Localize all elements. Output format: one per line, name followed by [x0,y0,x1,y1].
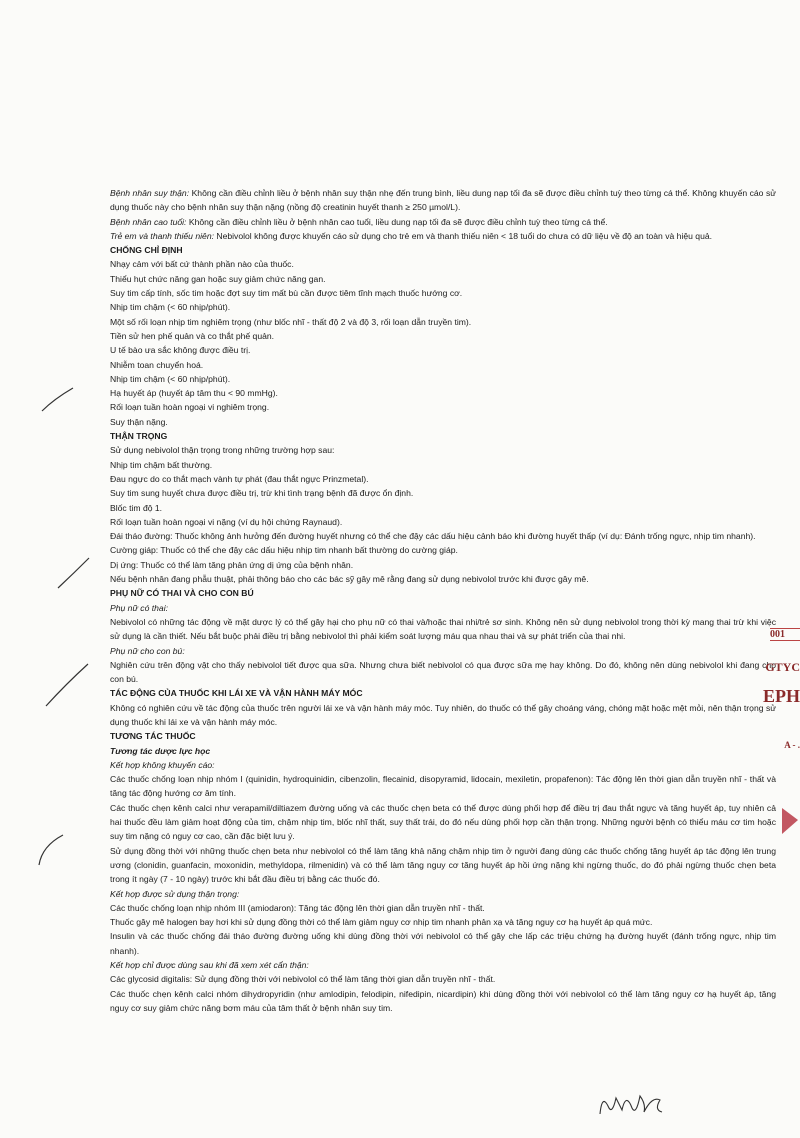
pregnancy-heading: PHỤ NỮ CÓ THAI VÀ CHO CON BÚ [110,588,254,599]
contra-item: Tiền sử hen phế quản và co thắt phế quản. [110,330,275,341]
stamp-fragment: A - . [784,740,800,750]
contra-item: Nhạy cảm với bất cứ thành phần nào của thuốc. [110,259,294,270]
caution-item: Dị ứng: Thuốc có thể làm tăng phản ứng dị ứng của bệnh nhân. [110,559,354,570]
caution-item: Cường giáp: Thuốc có thể che đậy các dấu hiệu nhịp tim nhanh bất thường do cường giáp. [110,545,458,556]
driving-paragraph: Không có nghiên cứu về tác động của thuốc trên người lái xe và vận hành máy móc. Tuy nhiên, do thuốc có thể gây choáng váng, chóng mặt hoặc mệt mỏi, nên thận trọng sử dụng thuốc khi lái xe và vận hành máy móc. [110,702,776,727]
caution-item: Blốc tim độ 1. [110,502,163,513]
contra-item: Thiểu hụt chức năng gan hoặc suy giảm chức năng gan. [110,273,326,284]
elderly-paragraph [110,215,776,229]
contra-item: Suy tim cấp tính, sốc tim hoặc đợt suy tim mất bù cần được tiêm tĩnh mạch thuốc hướng cơ. [110,288,463,299]
pregnancy-paragraph: Nebivolol có những tác động về mặt dược lý có thể gây hại cho phụ nữ có thai và/hoặc thai nhi/trẻ sơ sinh. Không nên sử dụng nebivolol trong thời kỳ mang thai trừ khi việc sử dụng là cần thiết. Nếu bắt buộc phải điều trị bằng nebivolol thì phải kiểm soát lượng máu qua nhau thai và sự phát triển của thai nhi. [110,616,776,642]
interaction-item: Sử dụng đồng thời với những thuốc chẹn beta như nebivolol có thể làm tăng khả năng chậm nhịp tim ở người đang dùng các thuốc chống tăng huyết áp tác động lên trung ương (clonidin, guanfacin, moxonidin, methyldopa, rilmenidin) và có thể làm tăng nguy cơ tăng huyết áp hồi ứng nặng khi ngừng thuốc, do đó phải ngừng thuốc chẹn beta trong ít ngày (7 - 10 ngày) trước khi bắt đầu điều trị bằng các thuốc đó. [110,845,776,885]
caution-item: Đái tháo đường: Thuốc không ảnh hưởng đến đường huyết nhưng có thể che đậy các dấu hiệu cảnh báo khi đường huyết thấp (ví dụ: Đánh trống ngực, nhịp tim nhanh). [110,531,756,542]
not-recommended-heading: Kết hợp không khuyến cáo: [110,759,215,770]
interaction-item: Các thuốc chống loạn nhịp nhóm III (amiodaron): Tăng tác động lên thời gian dẫn truyền nhĩ - thất. [110,902,485,913]
pen-tick-mark [44,660,90,710]
caution-item: Nếu bệnh nhân đang phẫu thuật, phải thông báo cho các bác sỹ gây mê rằng đang sử dụng nebivolol trước khi được gây mê. [110,574,589,585]
interaction-item: Insulin và các thuốc chống đái tháo đường đường uống khi dùng đồng thời với nebivolol có thể gây che lấp các triệu chứng hạ đường huyết (đánh trống ngực, nhịp tim nhanh). [110,931,776,956]
contra-item: Nhiễm toan chuyển hoá. [110,359,204,370]
signature-mark [596,1086,668,1120]
contra-item: Hạ huyết áp (huyết áp tâm thu < 90 mmHg). [110,388,278,399]
children-text: Nebivolol không được khuyến cáo sử dụng cho trẻ em và thanh thiếu niên < 18 tuổi do chưa có dữ liệu về độ an toàn và hiệu quả. [213,230,713,241]
elderly-label: Bệnh nhân cao tuổi: [110,216,187,227]
lactation-paragraph: Nghiên cứu trên động vật cho thấy nebivolol tiết được qua sữa. Nhưng chưa biết nebivolol có qua được sữa mẹ hay không. Do đó, không nên dùng nebivolol khi đang cho con bú. [110,659,776,685]
caution-item: Đau ngực do co thắt mạch vành tự phát (đau thắt ngực Prinzmetal). [110,473,369,484]
contra-item: U tế bào ưa sắc không được điều trị. [110,345,251,356]
careful-consideration-heading: Kết hợp chỉ được dùng sau khi đã xem xét cẩn thận: [110,960,309,971]
caution-heading: THẬN TRỌNG [110,431,168,442]
caution-item: Rối loạn tuần hoàn ngoại vi nặng (ví dụ hội chứng Raynaud). [110,516,343,527]
children-label: Trẻ em và thanh thiếu niên: [110,230,214,241]
interaction-item: Thuốc gây mê halogen bay hơi khi sử dụng đồng thời có thể làm giảm nguy cơ nhịp tim nhanh phản xạ và tăng nguy cơ hạ huyết áp quá mức. [110,917,653,928]
interaction-item: Các thuốc chẹn kênh calci như verapamil/diltiazem đường uống và các thuốc chẹn beta có thể được dùng phối hợp để điều trị đau thắt ngực và tăng huyết áp, tuy nhiên cả hai thuốc đều làm giảm hoạt động của tim, chậm nhịp tim, blốc nhĩ thất, suy thất trái, do đó nếu dùng phối hợp cần thận trọng. Những người bệnh có thiểu máu cơ tim hoặc suy tim nặng có nguy cơ cao, cần đặc biệt lưu ý. [110,802,776,842]
children-paragraph [110,229,776,243]
contra-item: Nhịp tim chậm (< 60 nhịp/phút). [110,302,231,313]
renal-paragraph [110,186,776,215]
stamp-fragment: 001 [770,628,800,641]
stamp-fragment: EPH [762,686,800,706]
use-with-caution-heading: Kết hợp được sử dụng thận trọng: [110,888,240,899]
caution-item: Sử dụng nebivolol thận trọng trong những trường hợp sau: [110,445,335,456]
renal-text: Không cần điều chỉnh liều ở bệnh nhân suy thận nhẹ đến trung bình, liều dung nạp tối đa sẽ được điều chỉnh tuỳ theo từng cá thể. Không khuyến cáo sử dụng thuốc này cho bệnh nhân suy thận nặng (nồng độ creatinin huyết thanh ≥ 250 µmol/L). [110,188,776,213]
caution-item: Nhịp tim chậm bất thường. [110,459,213,470]
contra-item: Suy thận nặng. [110,416,168,427]
stamp-mark [780,806,800,836]
contraindications-heading: CHỐNG CHỈ ĐỊNH [110,245,183,256]
stamp-fragment: GTYC [765,660,800,674]
driving-heading: TÁC ĐỘNG CỦA THUỐC KHI LÁI XE VÀ VẬN HÀNH MÁY MÓC [110,688,363,699]
contra-item: Nhịp tim chậm (< 60 nhịp/phút). [110,373,231,384]
pen-tick-mark [36,832,66,868]
renal-label: Bệnh nhân suy thận: [110,188,190,198]
document-body [110,186,776,1015]
lactation-subheading: Phụ nữ cho con bú: [110,645,185,656]
contra-item: Một số rối loạn nhịp tim nghiêm trọng (như blốc nhĩ - thất độ 2 và độ 3, rối loạn dẫn truyền tim). [110,316,472,327]
pen-tick-mark [56,555,92,591]
contra-item: Rối loạn tuần hoàn ngoại vi nghiêm trọng. [110,402,270,413]
interaction-item: Các thuốc chống loạn nhịp nhóm I (quinidin, hydroquinidin, cibenzolin, flecainid, disopyramid, lidocain, mexiletin, propafenon): Tác động lên thời gian dẫn truyền nhĩ - thất và tăng tác động hướng cơ âm tính. [110,774,776,799]
pen-tick-mark [40,385,76,415]
caution-item: Suy tim sung huyết chưa được điều trị, trừ khi tình trạng bệnh đã được ổn định. [110,488,414,499]
interaction-item: Các thuốc chẹn kênh calci nhóm dihydropyridin (như amlodipin, felodipin, nifedipin, nicardipin) khi dùng đồng thời với nebivolol có thể làm tăng nguy cơ hạ huyết áp, tăng nguy cơ suy giảm chức năng bơm máu của tâm thất ở bệnh nhân suy tim. [110,988,776,1013]
pharmacodynamic-subheading: Tương tác dược lực học [110,745,211,756]
elderly-text: Không cần điều chỉnh liều ở bệnh nhân cao tuổi, liều dung nạp tối đa sẽ được điều chỉnh tuỳ theo từng cá thể. [186,216,608,227]
interaction-item: Các glycosid digitalis: Sử dụng đồng thời với nebivolol có thể làm tăng thời gian dẫn truyền nhĩ - thất. [110,974,496,985]
pregnancy-subheading: Phụ nữ có thai: [110,602,168,613]
interactions-heading: TƯƠNG TÁC THUỐC [110,731,196,742]
